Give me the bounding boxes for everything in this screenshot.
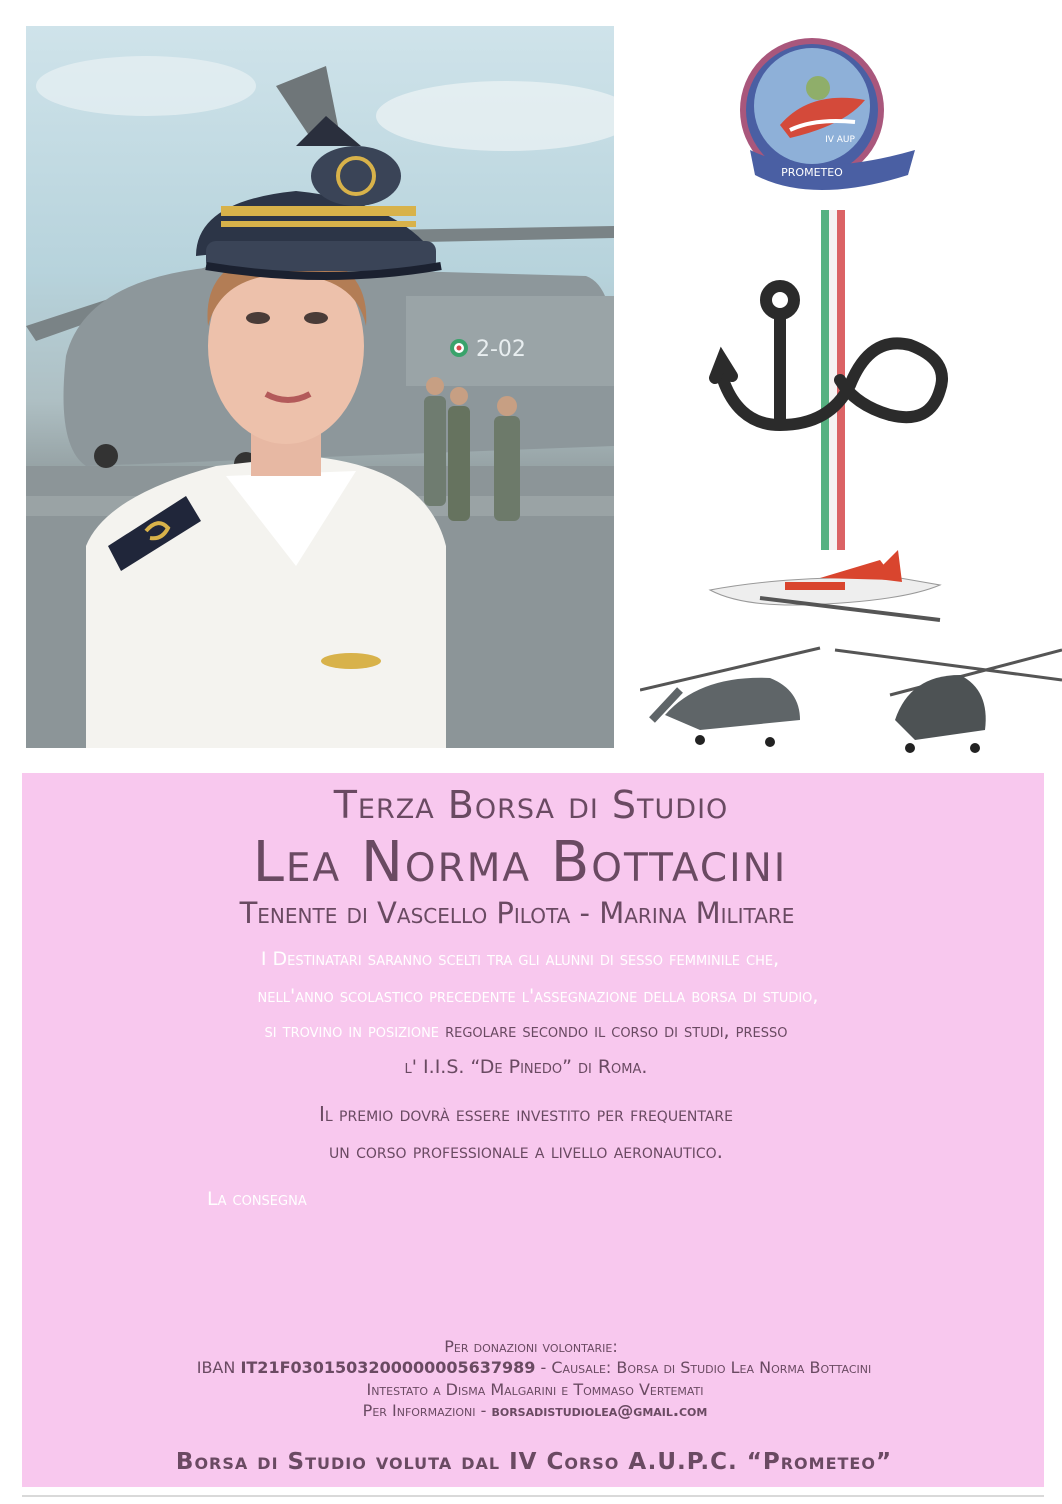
description-line-6: un corso professionale a livello aeronautico. [329, 1139, 723, 1163]
info-line [0, 1401, 1062, 1420]
account-holders: Intestato a Disma Malgarini e Tommaso Vertemati [366, 1380, 704, 1399]
logo-bottom-text: PROMETEO [781, 166, 843, 179]
description-line-1: I Destinatari saranno scelti tra gli alunni di sesso femminile che, [260, 948, 780, 970]
helicopter-illustration-2 [835, 650, 1062, 753]
description-line-2: nell'anno scolastico precedente l'assegnazione della borsa di studio, [257, 985, 819, 1007]
description-line-4: l' I.I.S. “De Pinedo” di Roma. [404, 1056, 648, 1078]
iban-line [0, 1358, 1062, 1377]
description-line-3 [0, 1020, 1052, 1042]
helicopter-marking: 2-02 [476, 337, 526, 362]
iban-value: IT21F0301503200000005637989 [240, 1358, 536, 1377]
email-link[interactable]: borsadistudiolea@gmail.com [491, 1401, 708, 1420]
donations-heading: Per donazioni volontarie: [444, 1337, 618, 1356]
bottom-divider [22, 1495, 1044, 1497]
plane-illustration [710, 550, 940, 620]
causale: - Causale: Borsa di Studio Lea Norma Bottacini [535, 1358, 872, 1377]
description-line-3-faint: si trovino in posizione [264, 1020, 446, 1042]
prometeo-logo [740, 38, 915, 190]
helicopter-illustration-1 [640, 648, 820, 747]
logo-top-text: IV AUP [825, 135, 855, 145]
officer-photo [26, 26, 614, 748]
footer-title: Borsa di Studio voluta dal IV Corso A.U.P.C. “Prometeo” [175, 1449, 893, 1475]
description-line-3-rest: regolare secondo il corso di studi, presso [445, 1020, 788, 1042]
consegna-note: La consegna [207, 1188, 307, 1210]
info-label: Per Informazioni - [362, 1401, 492, 1420]
right-artwork [640, 30, 1062, 770]
honoree-name: Lea Norma Bottacini [252, 830, 788, 895]
honoree-rank: Tenente di Vascello Pilota - Marina Militare [239, 896, 795, 930]
iban-label: IBAN [196, 1358, 241, 1377]
scholarship-title: Terza Borsa di Studio [333, 783, 729, 827]
description-line-5: Il premio dovrà essere investito per frequentare [319, 1102, 733, 1126]
